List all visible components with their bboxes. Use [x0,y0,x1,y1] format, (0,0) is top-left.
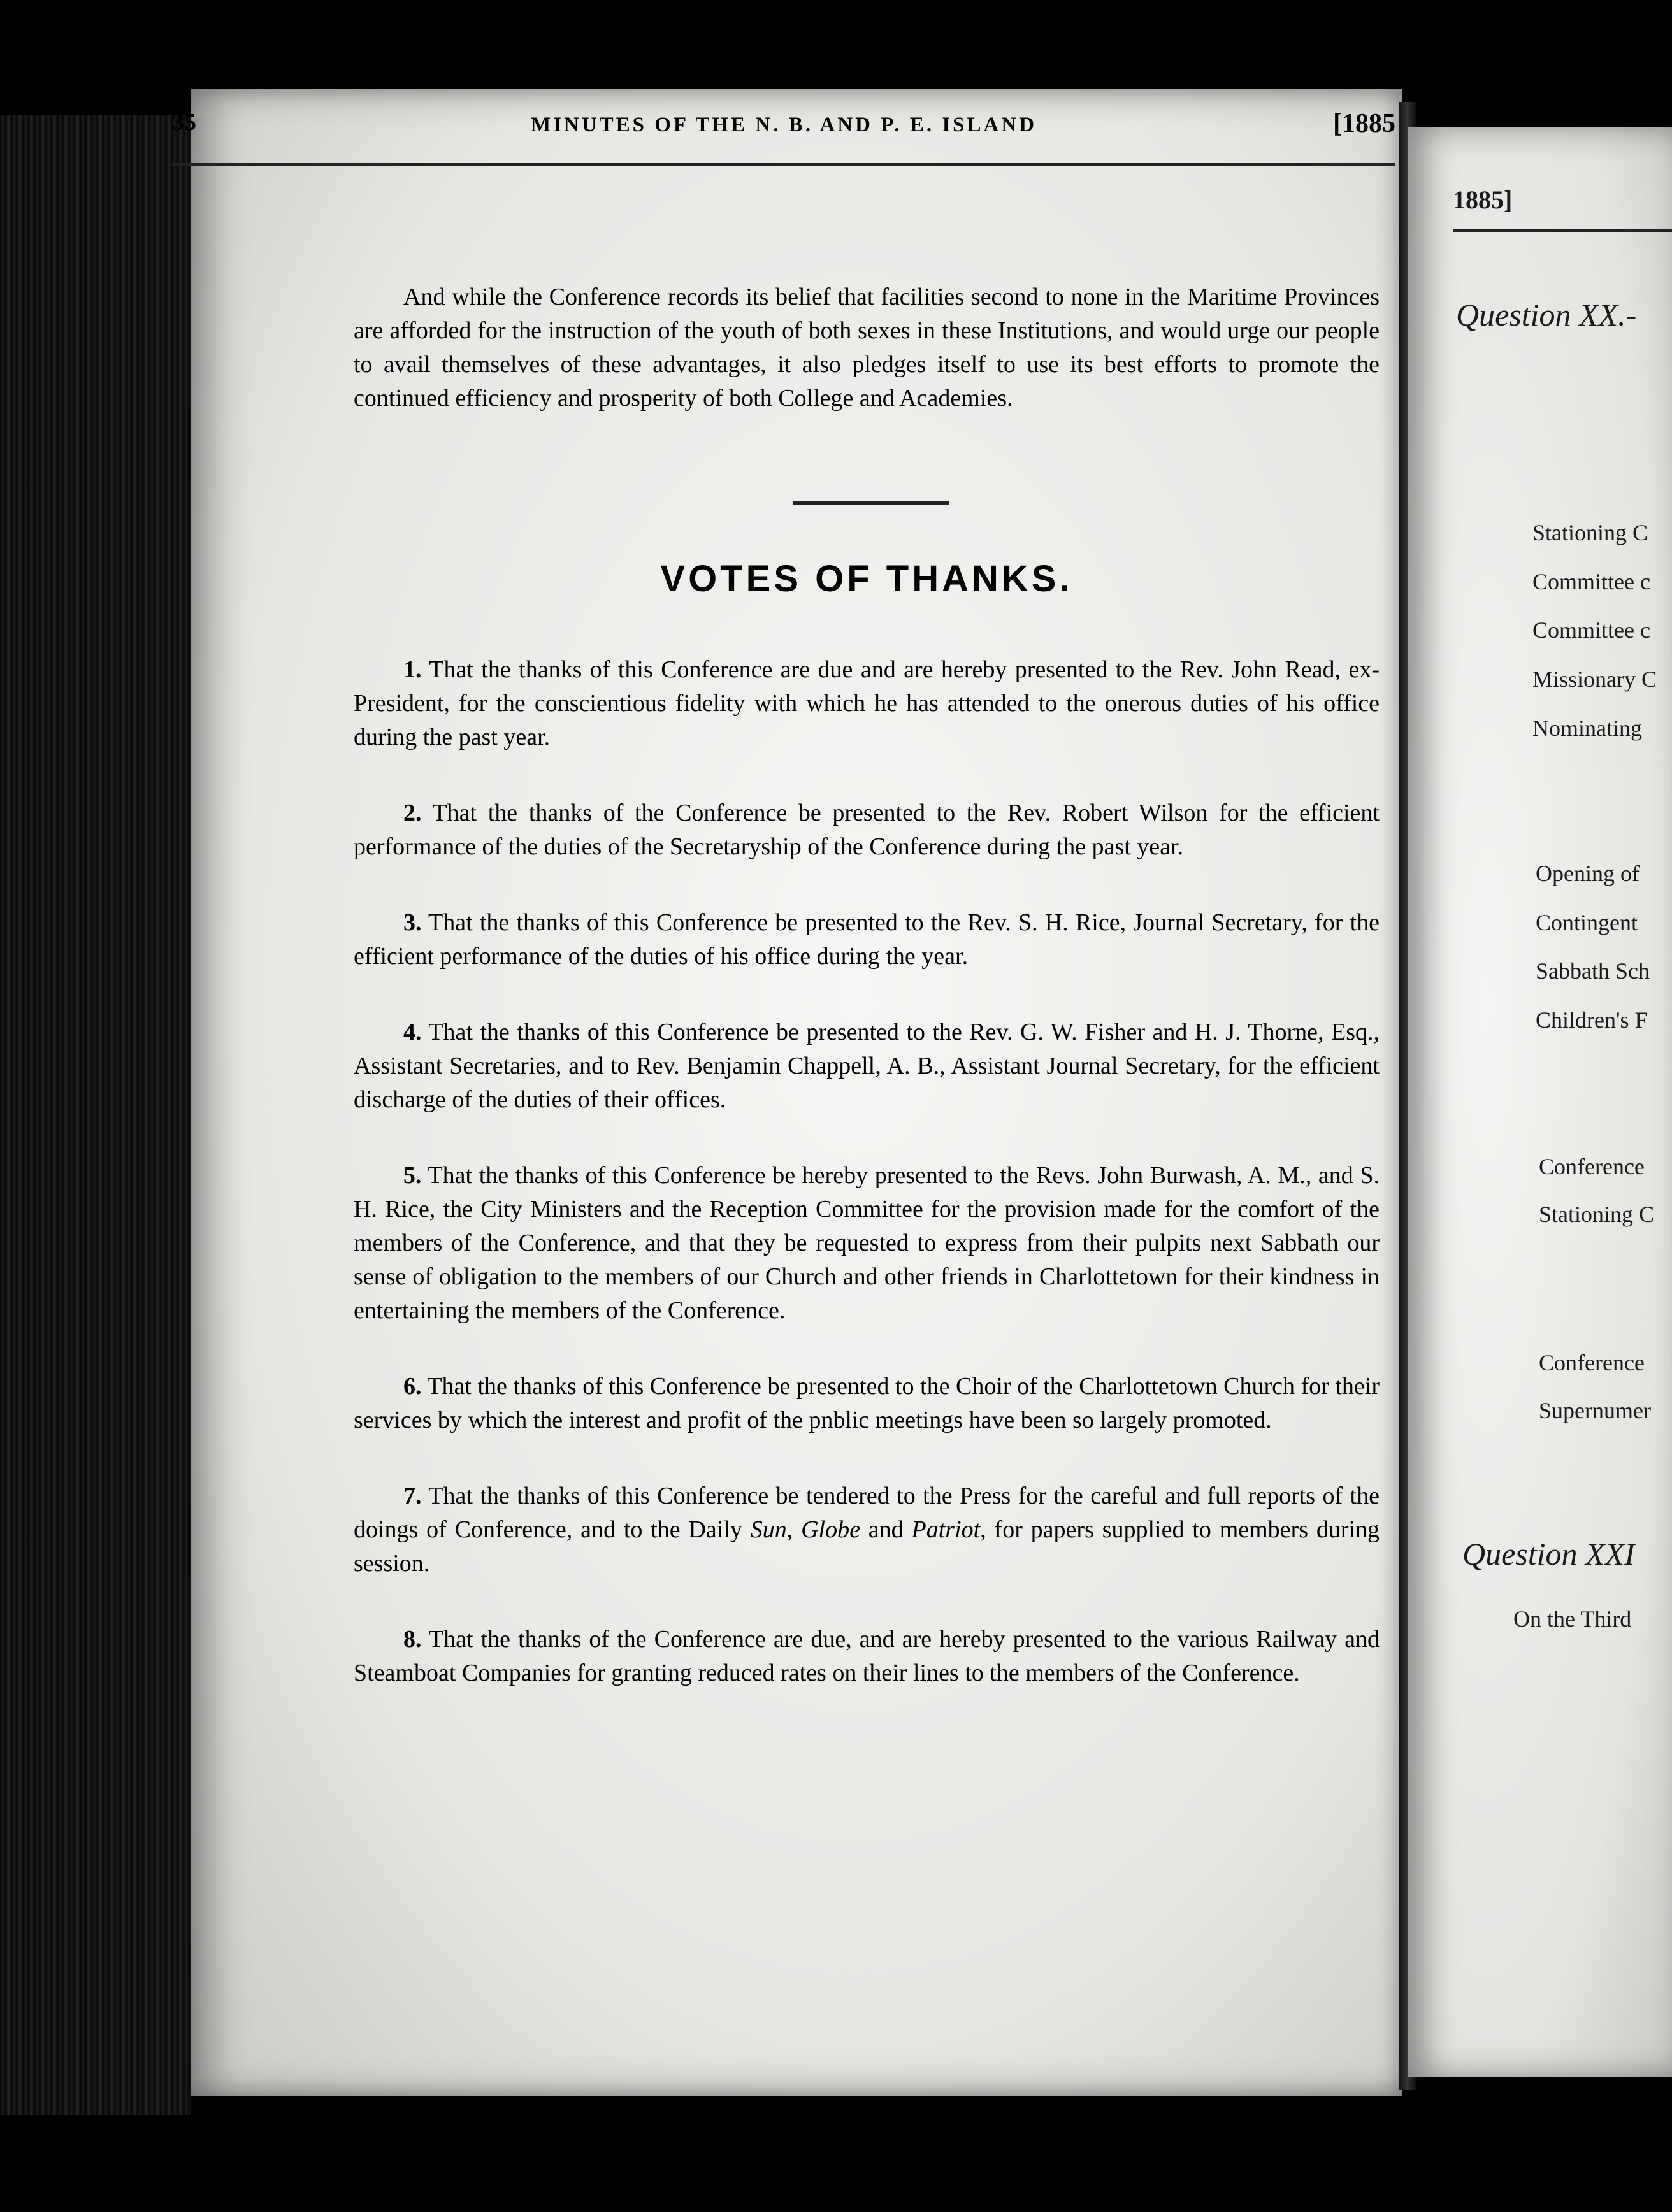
resolution-number: 6. [403,1373,422,1400]
resolution-text: That the thanks of the Conference be presented to the Rev. Robert Wilson for the efficient performance of the duties of the Secretaryship of the Conference during the past year. [354,800,1380,860]
resolution-number: 4. [403,1019,422,1045]
resolution-text: That the thanks of this Conference are due and are hereby presented to the Rev. John Read, ex-President, for the conscientious fidelity with which he has attended to the onerous duties of his office during the past year. [354,656,1380,750]
section-title: VOTES OF THANKS. [660,558,1073,600]
right-page-line: On the Third [1513,1606,1632,1632]
right-page-line: Conference [1539,1154,1645,1179]
resolution-item [354,1016,1380,1117]
text-fragment: , for papers supplied to members during session. [354,1516,1380,1577]
resolution-text: That the thanks of this Conference be hereby presented to the Revs. John Burwash, A. M., and S. H. Rice, the City Ministers and the Reception Committee for the provision made for the comfort of the members of the Conference, and that they be requested to express from their pulpits next Sabbath our sense of obligation to the members of our Church and other friends in Charlottetown for their kindness in entertaining the members of the Conference. [354,1162,1380,1324]
right-page-line: Missionary C [1532,666,1657,692]
resolution-item [354,1479,1380,1581]
resolution-number: 1. [403,656,422,683]
resolution-item [354,1159,1380,1328]
resolution-text: That the thanks of this Conference be tendered to the Press for the careful and full reports of the doings of Conference, and to the Daily [354,1483,1380,1543]
resolution-text: That the thanks of this Conference be presented to the Choir of the Charlottetown Church for their services by which the interest and profit of the pnblic meetings have been so largely promoted. [354,1373,1380,1433]
newspaper-name: Sun [750,1516,787,1543]
right-page-question-heading: Question XXI [1462,1536,1635,1572]
right-page-line: Opening of [1536,861,1640,886]
right-page-line: Supernumer [1539,1398,1651,1423]
header-rule [172,163,1395,166]
right-page-question-heading: Question XX.- [1456,297,1637,333]
page-number: 35 [172,109,196,136]
resolution-number: 3. [403,909,422,936]
right-page-line: Sabbath Sch [1536,958,1650,984]
resolution-number: 7. [403,1483,422,1509]
intro-text [354,280,1380,415]
section-divider [793,501,949,505]
resolution-item [354,796,1380,864]
newspaper-name: Patriot [911,1516,981,1543]
right-page-line: Committee c [1532,617,1650,643]
page-header [172,108,1395,153]
text-fragment: , [786,1516,802,1543]
intro-paragraph: And while the Conference records its belief that facilities second to none in the Maritime Provinces are afforded for the instruction of the youth of both sexes in these Institutions, and would urge our people to avail themselves of these advantages, it also pledges itself to use its best efforts to promote the continued efficiency and prosperity of both College and Academies. [354,284,1380,412]
right-page-line: Committee c [1532,569,1650,594]
resolution-number: 8. [403,1626,422,1653]
newspaper-name: Globe [801,1516,860,1543]
right-page-line: Children's F [1536,1007,1648,1033]
right-page-line: Stationing C [1532,520,1648,545]
resolution-item [354,1623,1380,1690]
right-page-line: Stationing C [1539,1202,1655,1227]
resolution-text: That the thanks of the Conference are due, and are hereby presented to the various Railway and Steamboat Companies for granting reduced rates on their lines to the members of the Conference. [354,1626,1380,1686]
right-page-line: Contingent [1536,910,1638,935]
running-head: MINUTES OF THE N. B. AND P. E. ISLAND [530,113,1037,136]
resolutions-list [354,653,1380,1732]
resolution-item [354,653,1380,754]
resolution-text: That the thanks of this Conference be presented to the Rev. S. H. Rice, Journal Secretary, for the efficient performance of the duties of his office during the year. [354,909,1380,970]
text-fragment: and [860,1516,912,1543]
right-page-header-rule [1453,229,1672,232]
right-page-line: Conference [1539,1350,1645,1375]
right-page [1408,127,1672,2077]
resolution-number: 5. [403,1162,422,1189]
book-binding-edge [0,115,191,2115]
resolution-item [354,1370,1380,1437]
right-page-year: 1885] [1453,185,1513,214]
resolution-number: 2. [403,800,422,826]
header-year: [1885 [1333,109,1395,138]
right-page-line: Nominating [1532,715,1642,741]
resolution-text: That the thanks of this Conference be presented to the Rev. G. W. Fisher and H. J. Thorne, Esq., Assistant Secretaries, and to Rev. Benjamin Chappell, A. B., Assistant Journal Secretary, for the efficient discharge of the duties of their offices. [354,1019,1380,1113]
resolution-item [354,906,1380,973]
